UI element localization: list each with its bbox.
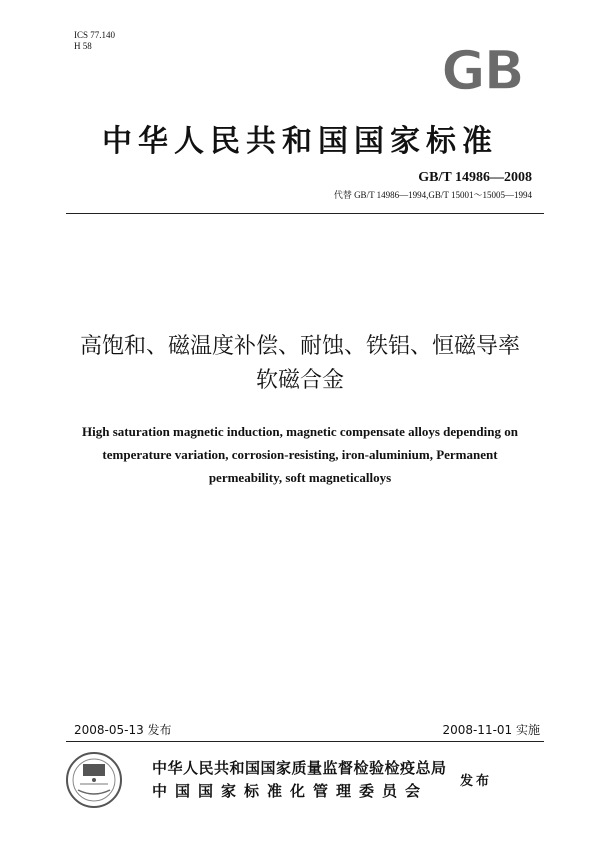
chinese-title-line2: 软磁合金	[255, 368, 344, 393]
ics-number: ICS 77.140	[74, 30, 116, 40]
english-title-line3: permeability, soft magneticalloys	[208, 470, 392, 485]
english-title-line1: High saturation magnetic induction, magnetic compensate alloys depending on	[82, 424, 518, 439]
replaces-note: 代替 GB/T 14986—1994,GB/T 15001～15005—1994	[333, 190, 532, 200]
gb-logo-text: GB	[441, 44, 523, 94]
chinese-title	[40, 330, 560, 398]
national-standard-title: 中华人民共和国国家标准	[102, 124, 498, 159]
chinese-title-line1: 高饱和、磁温度补偿、耐蚀、铁铝、恒磁导率	[79, 334, 520, 359]
english-title-line2: temperature variation, corrosion-resisting, iron-aluminium, Permanent	[102, 447, 498, 462]
english-title	[40, 420, 560, 489]
issue-date: 2008-05-13 发布	[74, 723, 172, 737]
ccs-number: H 58	[74, 41, 92, 51]
publish-label: 发布	[460, 774, 493, 789]
ics-codes	[74, 30, 115, 52]
bottom-divider	[66, 741, 544, 742]
implementation-date: 2008-11-01 实施	[442, 723, 540, 737]
top-divider	[66, 213, 544, 214]
gb-logo	[428, 44, 536, 94]
standard-code: GB/T 14986—2008	[418, 170, 532, 185]
issuer-line1: 中华人民共和国国家质量监督检验检疫总局	[152, 759, 447, 777]
seal-icon	[64, 750, 124, 810]
issuer-line2: 中国国家标准化管理委员会	[152, 782, 429, 800]
